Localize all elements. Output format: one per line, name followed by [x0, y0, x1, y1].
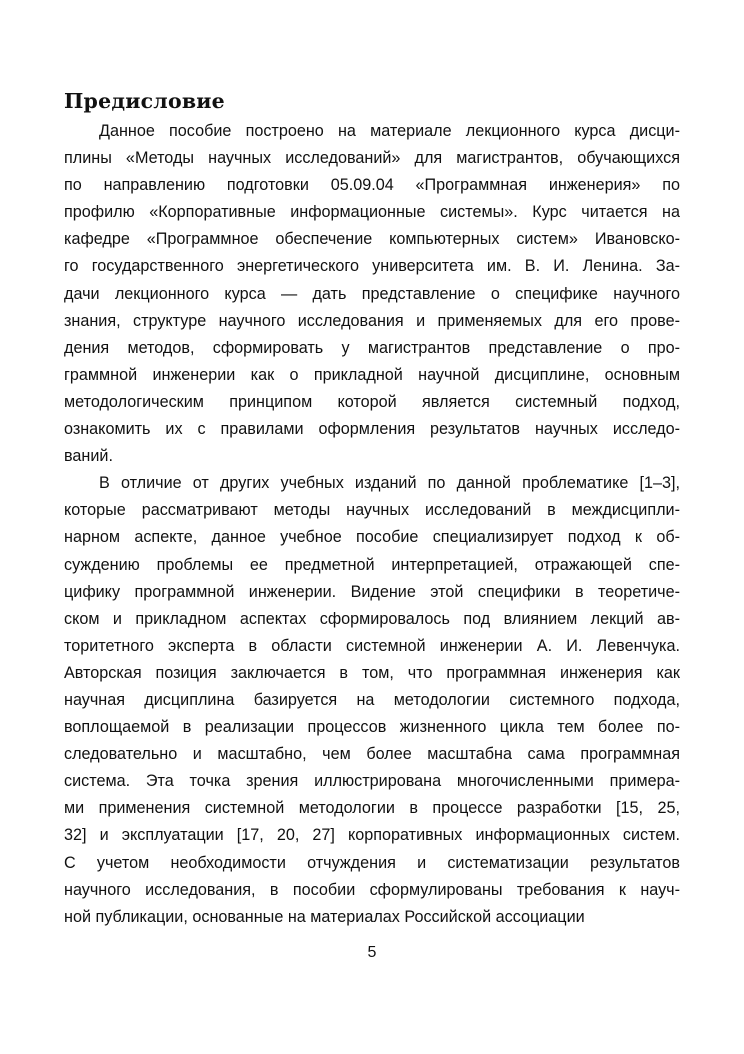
text-line: Авторская позиция заключается в том, что программная инженерия как	[64, 663, 680, 682]
text-line: следовательно и масштабно, чем более масштабна сама программная	[64, 745, 680, 764]
page-number: 5	[367, 944, 377, 961]
text-line: система. Эта точка зрения иллюстрирована многочисленными примера-	[64, 772, 680, 791]
text-line: научная дисциплина базируется на методологии системного подхода,	[64, 690, 680, 709]
section-heading: Предисловие	[64, 89, 225, 113]
text-line: ми применения системной методологии в процессе разработки [15, 25,	[64, 799, 680, 818]
text-line: кафедре «Программное обеспечение компьютерных систем» Ивановско-	[64, 230, 680, 249]
text-line: профилю «Корпоративные информационные системы». Курс читается на	[64, 203, 680, 222]
text-line: ной публикации, основанные на материалах Российской ассоциации	[64, 907, 585, 926]
text-line: дачи лекционного курса — дать представление о специфике научного	[64, 284, 680, 303]
text-line: суждению проблемы ее предметной интерпретацией, отражающей спе-	[64, 555, 680, 574]
paragraph-2	[64, 470, 680, 931]
text-line: дения методов, сформировать у магистрантов представление о про-	[64, 338, 680, 357]
text-line: плины «Методы научных исследований» для магистрантов, обучающихся	[64, 149, 680, 168]
text-line: 32] и эксплуатации [17, 20, 27] корпоративных информационных систем.	[64, 826, 680, 845]
text-line: В отличие от других учебных изданий по данной проблематике [1–3],	[99, 474, 680, 493]
text-line: С учетом необходимости отчуждения и систематизации результатов	[64, 853, 680, 872]
text-line: торитетного эксперта в области системной инженерии А. И. Левенчука.	[64, 636, 680, 655]
text-line: методологическим принципом которой является системный подход,	[64, 392, 680, 411]
text-line: ознакомить их с правилами оформления результатов научных исследо-	[64, 420, 680, 439]
text-line: научного исследования, в пособии сформулированы требования к науч-	[64, 880, 680, 899]
paragraph-1	[64, 118, 680, 470]
text-line: граммной инженерии как о прикладной научной дисциплине, основным	[64, 365, 680, 384]
text-line: го государственного энергетического университета им. В. И. Ленина. За-	[64, 257, 680, 276]
text-line: ваний.	[64, 447, 113, 466]
text-line: ском и прикладном аспектах сформировалось под влиянием лекций ав-	[64, 609, 680, 628]
text-line: нарном аспекте, данное учебное пособие специализирует подход к об-	[64, 528, 680, 547]
document-page	[64, 86, 680, 931]
text-line: цифику программной инженерии. Видение этой специфики в теоретиче-	[64, 582, 680, 601]
text-line: по направлению подготовки 05.09.04 «Программная инженерия» по	[64, 176, 680, 195]
text-line: воплощаемой в реализации процессов жизненного цикла тем более по-	[64, 718, 680, 737]
text-line: знания, структуре научного исследования и применяемых для его прове-	[64, 311, 680, 330]
text-line: которые рассматривают методы научных исследований в междисципли-	[64, 501, 680, 520]
text-line: Данное пособие построено на материале лекционного курса дисци-	[99, 122, 680, 140]
